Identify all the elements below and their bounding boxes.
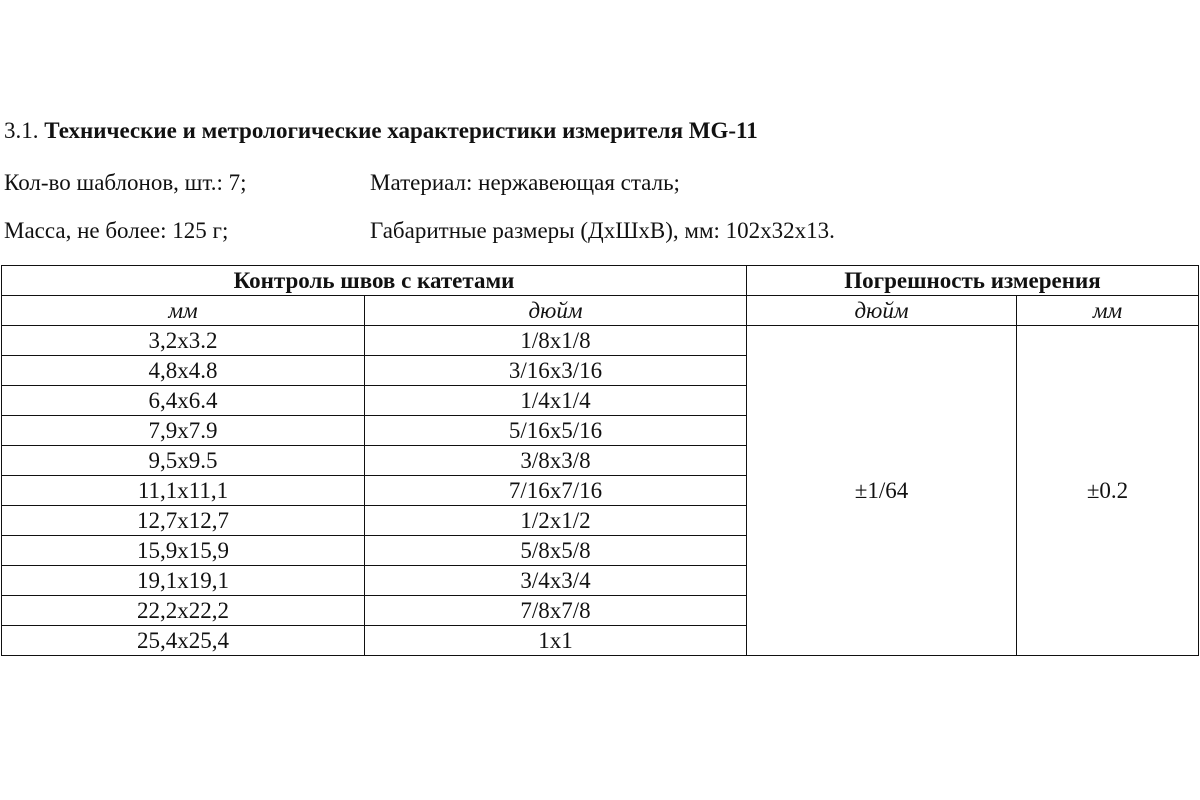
cell-inch: 1x1 xyxy=(365,626,747,656)
header-control-inch: дюйм xyxy=(365,296,747,326)
cell-inch: 1/8x1/8 xyxy=(365,326,747,356)
header-measurement-error: Погрешность измерения xyxy=(747,266,1199,296)
cell-mm: 25,4x25,4 xyxy=(2,626,365,656)
header-error-mm: мм xyxy=(1017,296,1199,326)
section-heading xyxy=(4,118,758,144)
cell-inch: 3/4x3/4 xyxy=(365,566,747,596)
table-row xyxy=(2,326,1199,356)
cell-inch: 5/8x5/8 xyxy=(365,536,747,566)
cell-inch: 3/16x3/16 xyxy=(365,356,747,386)
cell-inch: 1/2x1/2 xyxy=(365,506,747,536)
dimensions: Габаритные размеры (ДхШхВ), мм: 102x32x13. xyxy=(370,218,835,243)
cell-mm: 3,2x3.2 xyxy=(2,326,365,356)
cell-mm: 19,1x19,1 xyxy=(2,566,365,596)
cell-mm: 12,7x12,7 xyxy=(2,506,365,536)
templates-count: Кол-во шаблонов, шт.: 7; xyxy=(4,170,247,195)
section-title: Технические и метрологические характеристики измерителя MG-11 xyxy=(44,118,758,143)
mass: Масса, не более: 125 г; xyxy=(4,218,229,243)
cell-mm: 15,9x15,9 xyxy=(2,536,365,566)
cell-mm: 22,2x22,2 xyxy=(2,596,365,626)
cell-mm: 6,4x6.4 xyxy=(2,386,365,416)
cell-mm: 9,5x9.5 xyxy=(2,446,365,476)
cell-inch: 1/4x1/4 xyxy=(365,386,747,416)
spec-table xyxy=(1,265,1199,656)
unit-header-row xyxy=(2,296,1199,326)
material: Материал: нержавеющая сталь; xyxy=(370,170,680,195)
cell-inch: 7/8x7/8 xyxy=(365,596,747,626)
header-control-mm: мм xyxy=(2,296,365,326)
error-inch-value: ±1/64 xyxy=(747,326,1017,656)
header-weld-control: Контроль швов с катетами xyxy=(2,266,747,296)
cell-inch: 3/8x3/8 xyxy=(365,446,747,476)
section-number: 3.1. xyxy=(4,118,39,143)
cell-mm: 7,9x7.9 xyxy=(2,416,365,446)
cell-inch: 5/16x5/16 xyxy=(365,416,747,446)
cell-mm: 11,1x11,1 xyxy=(2,476,365,506)
cell-mm: 4,8x4.8 xyxy=(2,356,365,386)
error-mm-value: ±0.2 xyxy=(1017,326,1199,656)
group-header-row xyxy=(2,266,1199,296)
cell-inch: 7/16x7/16 xyxy=(365,476,747,506)
header-error-inch: дюйм xyxy=(747,296,1017,326)
